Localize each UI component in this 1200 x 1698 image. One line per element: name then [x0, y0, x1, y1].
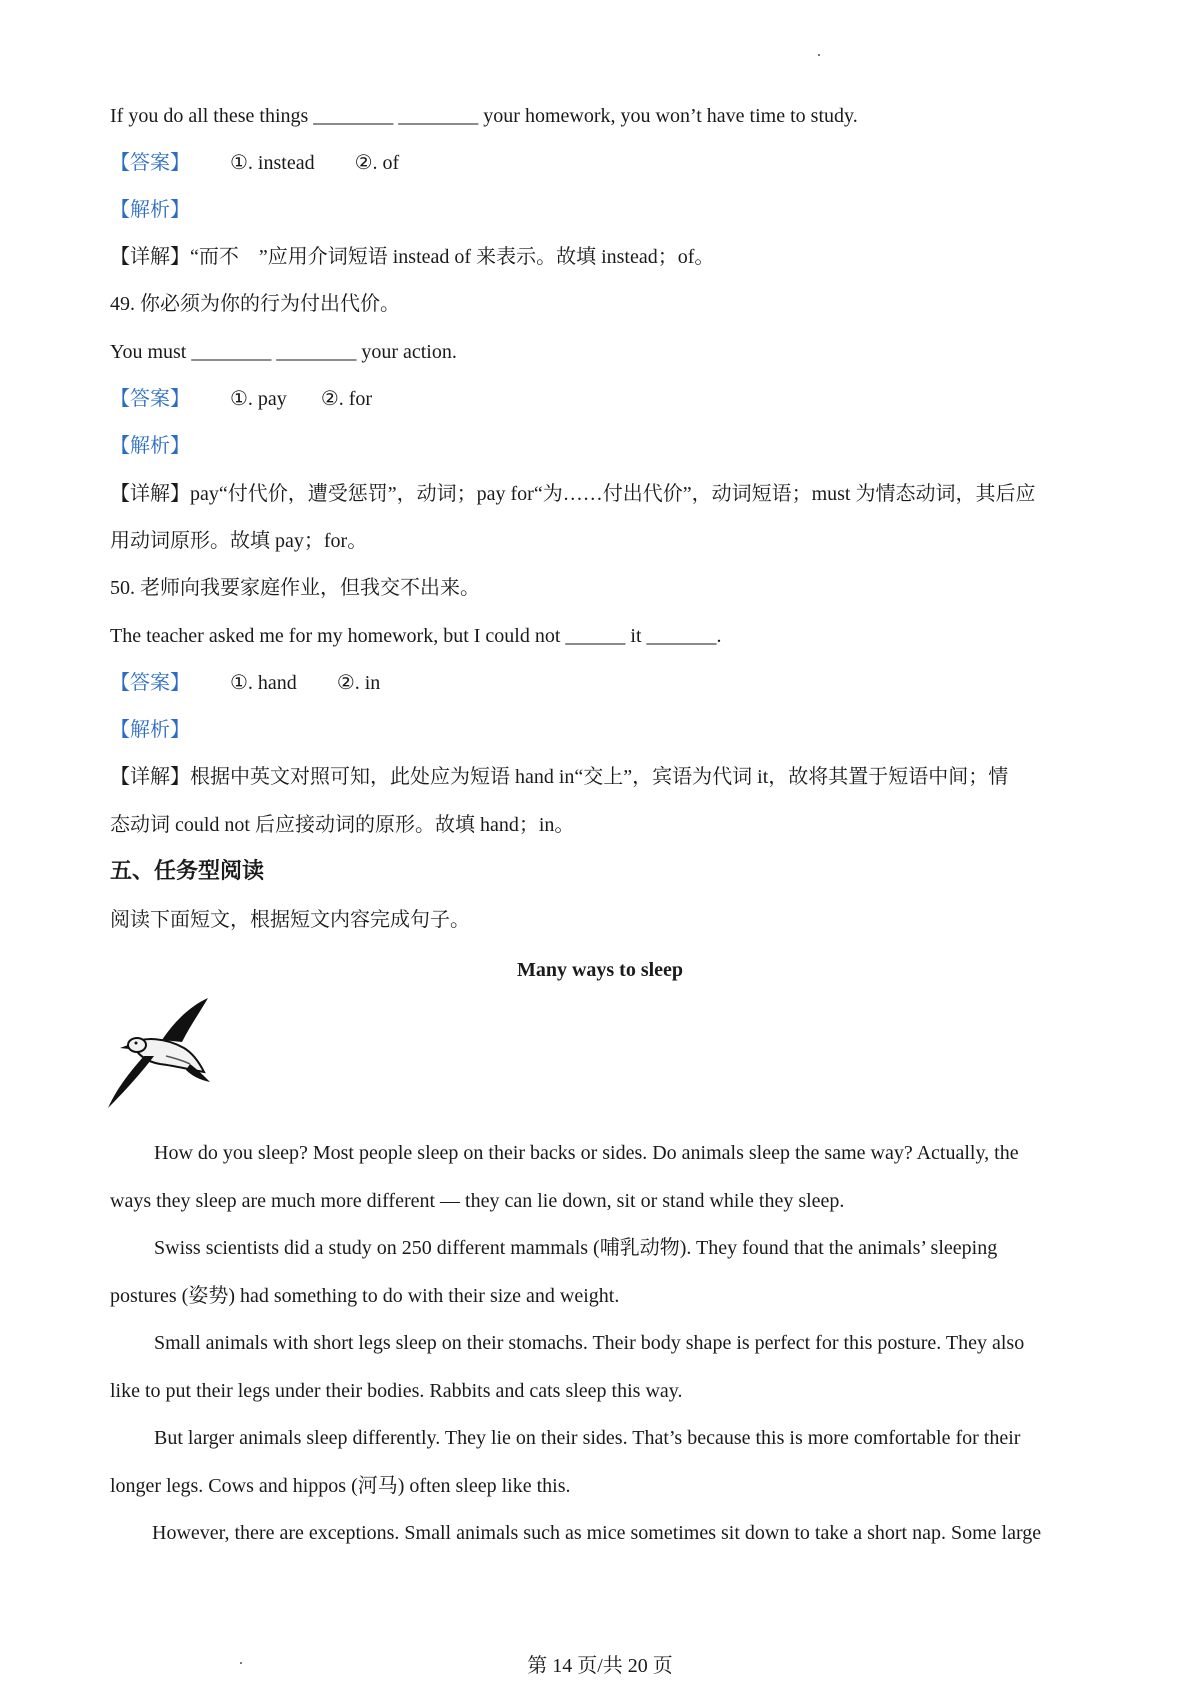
q48-detail: 【详解】“而不 ”应用介词短语 instead of 来表示。故填 instead；of。 — [110, 246, 715, 268]
paragraph-line: However, there are exceptions. Small animals such as mice sometimes sit down to take a short nap. Some large — [152, 1522, 1042, 1544]
paragraph-line: ways they sleep are much more different — they can lie down, sit or stand while they sleep. — [110, 1190, 845, 1212]
q49-prompt: 49. 你必须为你的行为付出代价。 — [110, 293, 400, 315]
paragraph-line: postures (姿势) had something to do with their size and weight. — [110, 1285, 620, 1307]
q48-sentence: If you do all these things ________ ________ your homework, you won’t have time to study. — [110, 105, 858, 127]
section-instruction: 阅读下面短文，根据短文内容完成句子。 — [110, 909, 470, 931]
scan-dot-top — [818, 54, 820, 56]
page-footer: 第 14 页/共 20 页 — [527, 1655, 673, 1677]
answer-2: ②. of — [354, 152, 400, 174]
q50-sentence: The teacher asked me for my homework, but I could not ______ it _______. — [110, 625, 722, 647]
paragraph-line: Small animals with short legs sleep on their stomachs. Their body shape is perfect for this posture. They also — [154, 1332, 1025, 1354]
answer-1: ①. instead — [230, 152, 315, 174]
q49-detail-line2: 用动词原形。故填 pay；for。 — [110, 530, 368, 552]
paragraph-line: But larger animals sleep differently. They lie on their sides. That’s because this is more comfortable for their — [154, 1427, 1021, 1449]
q48-answer-row — [110, 149, 399, 177]
seagull-illustration — [104, 994, 216, 1112]
q48-analysis-tag: 【解析】 — [110, 199, 190, 221]
q49-sentence: You must ________ ________ your action. — [110, 341, 457, 363]
q49-answer-row — [110, 385, 372, 413]
answer-tag: 【答案】 — [110, 388, 190, 410]
q50-detail-line2: 态动词 could not 后应接动词的原形。故填 hand；in。 — [110, 814, 575, 836]
passage-title: Many ways to sleep — [516, 959, 684, 981]
answer-2: ②. in — [336, 672, 381, 694]
q50-detail-line1: 【详解】根据中英文对照可知，此处应为短语 hand in“交上”，宾语为代词 it，故将其置于短语中间；情 — [110, 766, 1009, 788]
answer-2: ②. for — [320, 388, 373, 410]
q50-analysis-tag: 【解析】 — [110, 719, 190, 741]
answer-tag: 【答案】 — [110, 672, 190, 694]
paragraph-line: Swiss scientists did a study on 250 different mammals (哺乳动物). They found that the animals’ sleeping — [154, 1237, 998, 1259]
paragraph-line: like to put their legs under their bodies. Rabbits and cats sleep this way. — [110, 1380, 683, 1402]
q49-detail-line1: 【详解】pay“付代价，遭受惩罚”，动词；pay for“为……付出代价”，动词短语；must 为情态动词，其后应 — [110, 483, 1036, 505]
q50-answer-row — [110, 669, 380, 697]
section-heading: 五、任务型阅读 — [110, 859, 265, 884]
paragraph-line: How do you sleep? Most people sleep on their backs or sides. Do animals sleep the same way? Actually, the — [154, 1142, 1019, 1164]
answer-1: ①. pay — [230, 388, 287, 410]
answer-tag: 【答案】 — [110, 152, 190, 174]
answer-1: ①. hand — [230, 672, 297, 694]
paragraph-line: longer legs. Cows and hippos (河马) often sleep like this. — [110, 1475, 571, 1497]
q50-prompt: 50. 老师向我要家庭作业，但我交不出来。 — [110, 577, 480, 599]
q49-analysis-tag: 【解析】 — [110, 435, 190, 457]
